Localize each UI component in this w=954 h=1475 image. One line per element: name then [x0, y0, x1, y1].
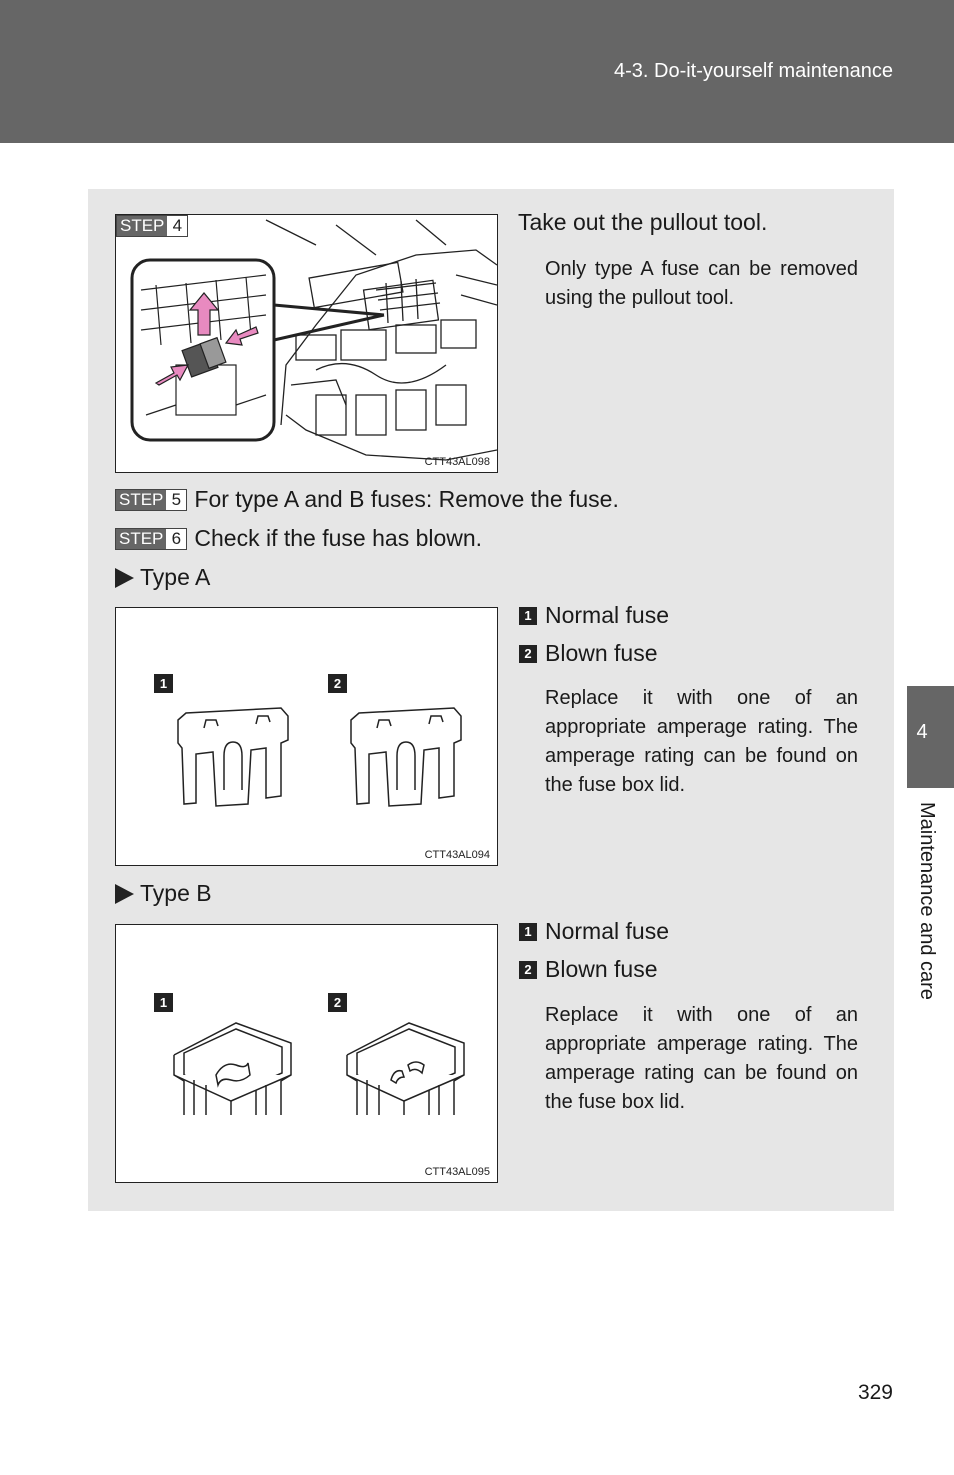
step-6-text: Check if the fuse has blown.: [194, 525, 483, 551]
header-bar: [0, 0, 954, 143]
type-b-figure: [115, 924, 498, 1183]
chapter-title: Maintenance and care: [916, 802, 938, 1000]
section-title: 4-3. Do-it-yourself maintenance: [613, 60, 893, 82]
blown-fuse-b: [347, 1023, 464, 1115]
type-a-figure: [115, 607, 498, 866]
step-6-line: [115, 525, 482, 552]
figure-label-2: 2: [328, 993, 347, 1012]
type-b-heading: [115, 880, 212, 907]
triangle-bullet-icon: [115, 568, 134, 588]
type-a-heading: [115, 564, 210, 591]
blown-fuse-a: [351, 708, 461, 806]
type-b-legend-normal: 1 Normal fuse: [519, 918, 669, 945]
step-5-line: [115, 486, 619, 513]
pullout-tool-figure: [115, 214, 498, 473]
figure-label-2: 2: [328, 674, 347, 693]
type-b-label: Type B: [140, 880, 212, 906]
step-5-badge: STEP 5: [115, 489, 187, 511]
step-5-text: For type A and B fuses: Remove the fuse.: [194, 486, 619, 512]
type-a-legend-normal: 1 Normal fuse: [519, 602, 669, 629]
figure-label-1: 1: [154, 674, 173, 693]
step-4-badge: STEP 4: [116, 215, 188, 237]
normal-fuse-b: [174, 1023, 291, 1115]
type-a-fuse-illustration: [116, 608, 497, 865]
figure-code: CTT43AL094: [424, 849, 490, 861]
page-number: 329: [857, 1381, 893, 1404]
normal-fuse-a: [178, 708, 288, 806]
type-a-label: Type A: [140, 564, 211, 590]
step-4-heading: Take out the pullout tool.: [518, 209, 768, 235]
step-4-note: Only type A fuse can be removed using the pullout tool.: [545, 258, 858, 309]
chapter-number: 4: [916, 721, 928, 743]
type-b-fuse-illustration: [116, 925, 497, 1182]
figure-label-1: 1: [154, 993, 173, 1012]
type-b-note: Replace it with one of an appropriate amperage rating. The amperage rating can be found on the fuse box lid.: [545, 1004, 858, 1113]
chapter-tab[interactable]: [907, 686, 954, 788]
figure-code: CTT43AL098: [424, 456, 490, 468]
fuse-box-illustration: [116, 215, 497, 472]
type-a-legend-blown: 2 Blown fuse: [519, 640, 658, 667]
type-b-legend-blown: 2 Blown fuse: [519, 956, 658, 983]
figure-code: CTT43AL095: [424, 1166, 490, 1178]
type-a-note: Replace it with one of an appropriate amperage rating. The amperage rating can be found on the fuse box lid.: [545, 687, 858, 796]
step-6-badge: STEP 6: [115, 528, 187, 550]
triangle-bullet-icon: [115, 884, 134, 904]
